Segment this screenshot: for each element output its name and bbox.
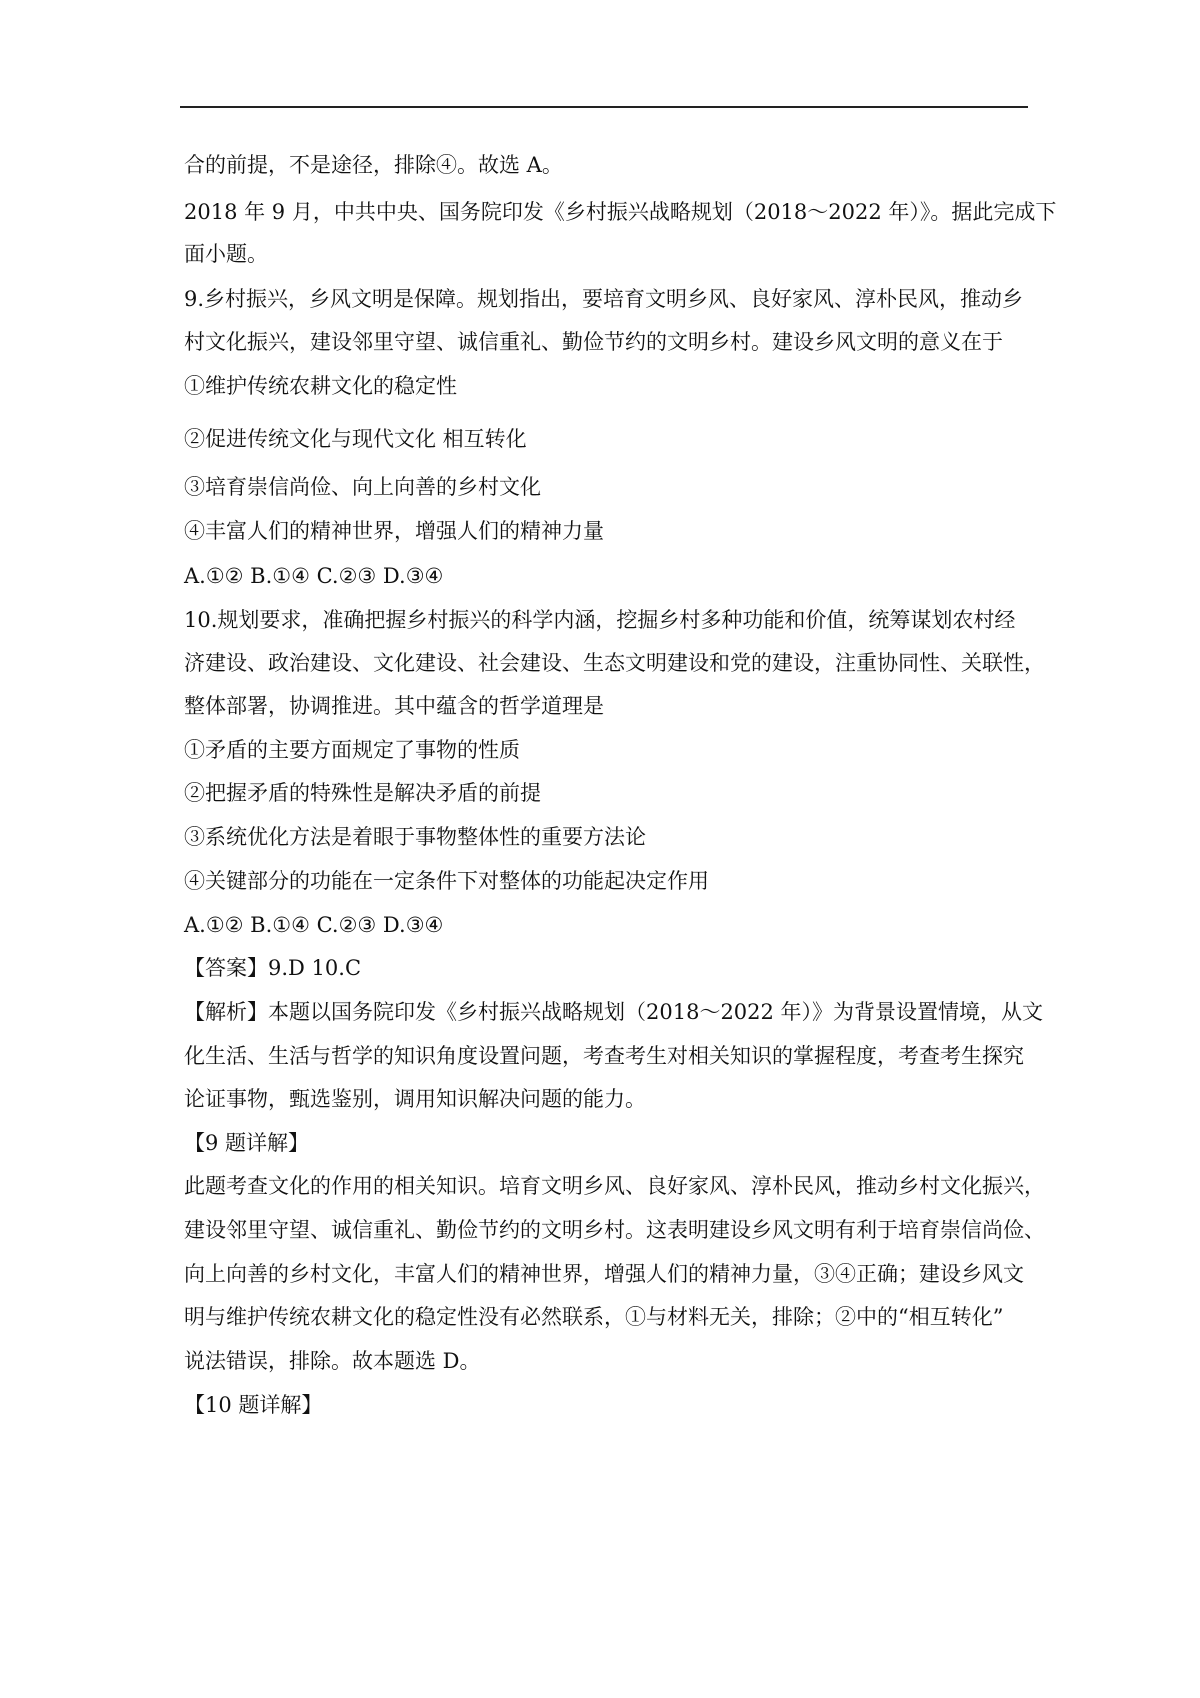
question-10-item: ①矛盾的主要方面规定了事物的性质 (184, 738, 520, 762)
question-9-options: A.①② B.①④ C.②③ D.③④ (184, 564, 444, 588)
text-line: 合的前提，不是途径，排除④。故选 A。 (184, 153, 563, 177)
analysis-text: 论证事物，甄选鉴别，调用知识解决问题的能力。 (184, 1087, 646, 1111)
question-10-item: ③系统优化方法是着眼于事物整体性的重要方法论 (184, 825, 646, 849)
question-9-item: ③培育崇信尚俭、向上向善的乡村文化 (184, 475, 541, 499)
explanation-9-text: 说法错误，排除。故本题选 D。 (184, 1349, 481, 1373)
text-line: 面小题。 (184, 242, 268, 266)
text-line: 2018 年 9 月，中共中央、国务院印发《乡村振兴战略规划（2018～2022 年）》。据此完成下 (184, 200, 1057, 224)
question-9-item: ②促进传统文化与现代文化 相互转化 (184, 427, 527, 451)
analysis-text: 【解析】本题以国务院印发《乡村振兴战略规划（2018～2022 年）》为背景设置情境，从文 (184, 1000, 1044, 1024)
question-10-stem: 整体部署，协调推进。其中蕴含的哲学道理是 (184, 694, 604, 718)
question-9-stem: 9.乡村振兴，乡风文明是保障。规划指出，要培育文明乡风、良好家风、淳朴民风，推动乡 (184, 287, 1024, 311)
answer-line: 【答案】9.D 10.C (184, 956, 362, 980)
question-9-item: ①维护传统农耕文化的稳定性 (184, 374, 457, 398)
analysis-text: 化生活、生活与哲学的知识角度设置问题，考查考生对相关知识的掌握程度，考查考生探究 (184, 1044, 1024, 1068)
section-heading-9: 【9 题详解】 (184, 1131, 310, 1155)
question-9-stem: 村文化振兴，建设邻里守望、诚信重礼、勤俭节约的文明乡村。建设乡风文明的意义在于 (184, 330, 1003, 354)
explanation-9-text: 明与维护传统农耕文化的稳定性没有必然联系，①与材料无关，排除；②中的“相互转化” (184, 1305, 1004, 1329)
question-10-stem: 济建设、政治建设、文化建设、社会建设、生态文明建设和党的建设，注重协同性、关联性， (184, 651, 1045, 675)
explanation-9-text: 此题考查文化的作用的相关知识。培育文明乡风、良好家风、淳朴民风，推动乡村文化振兴， (184, 1174, 1045, 1198)
explanation-9-text: 向上向善的乡村文化，丰富人们的精神世界，增强人们的精神力量，③④正确；建设乡风文 (184, 1262, 1024, 1286)
explanation-9-text: 建设邻里守望、诚信重礼、勤俭节约的文明乡村。这表明建设乡风文明有利于培育崇信尚俭、 (184, 1218, 1045, 1242)
question-10-item: ④关键部分的功能在一定条件下对整体的功能起决定作用 (184, 869, 709, 893)
question-9-item: ④丰富人们的精神世界，增强人们的精神力量 (184, 519, 604, 543)
question-10-item: ②把握矛盾的特殊性是解决矛盾的前提 (184, 781, 541, 805)
question-10-stem: 10.规划要求，准确把握乡村振兴的科学内涵，挖掘乡村多种功能和价值，统筹谋划农村经 (184, 608, 1016, 632)
header-rule (180, 106, 1028, 108)
section-heading-10: 【10 题详解】 (184, 1393, 323, 1417)
question-10-options: A.①② B.①④ C.②③ D.③④ (184, 913, 444, 937)
